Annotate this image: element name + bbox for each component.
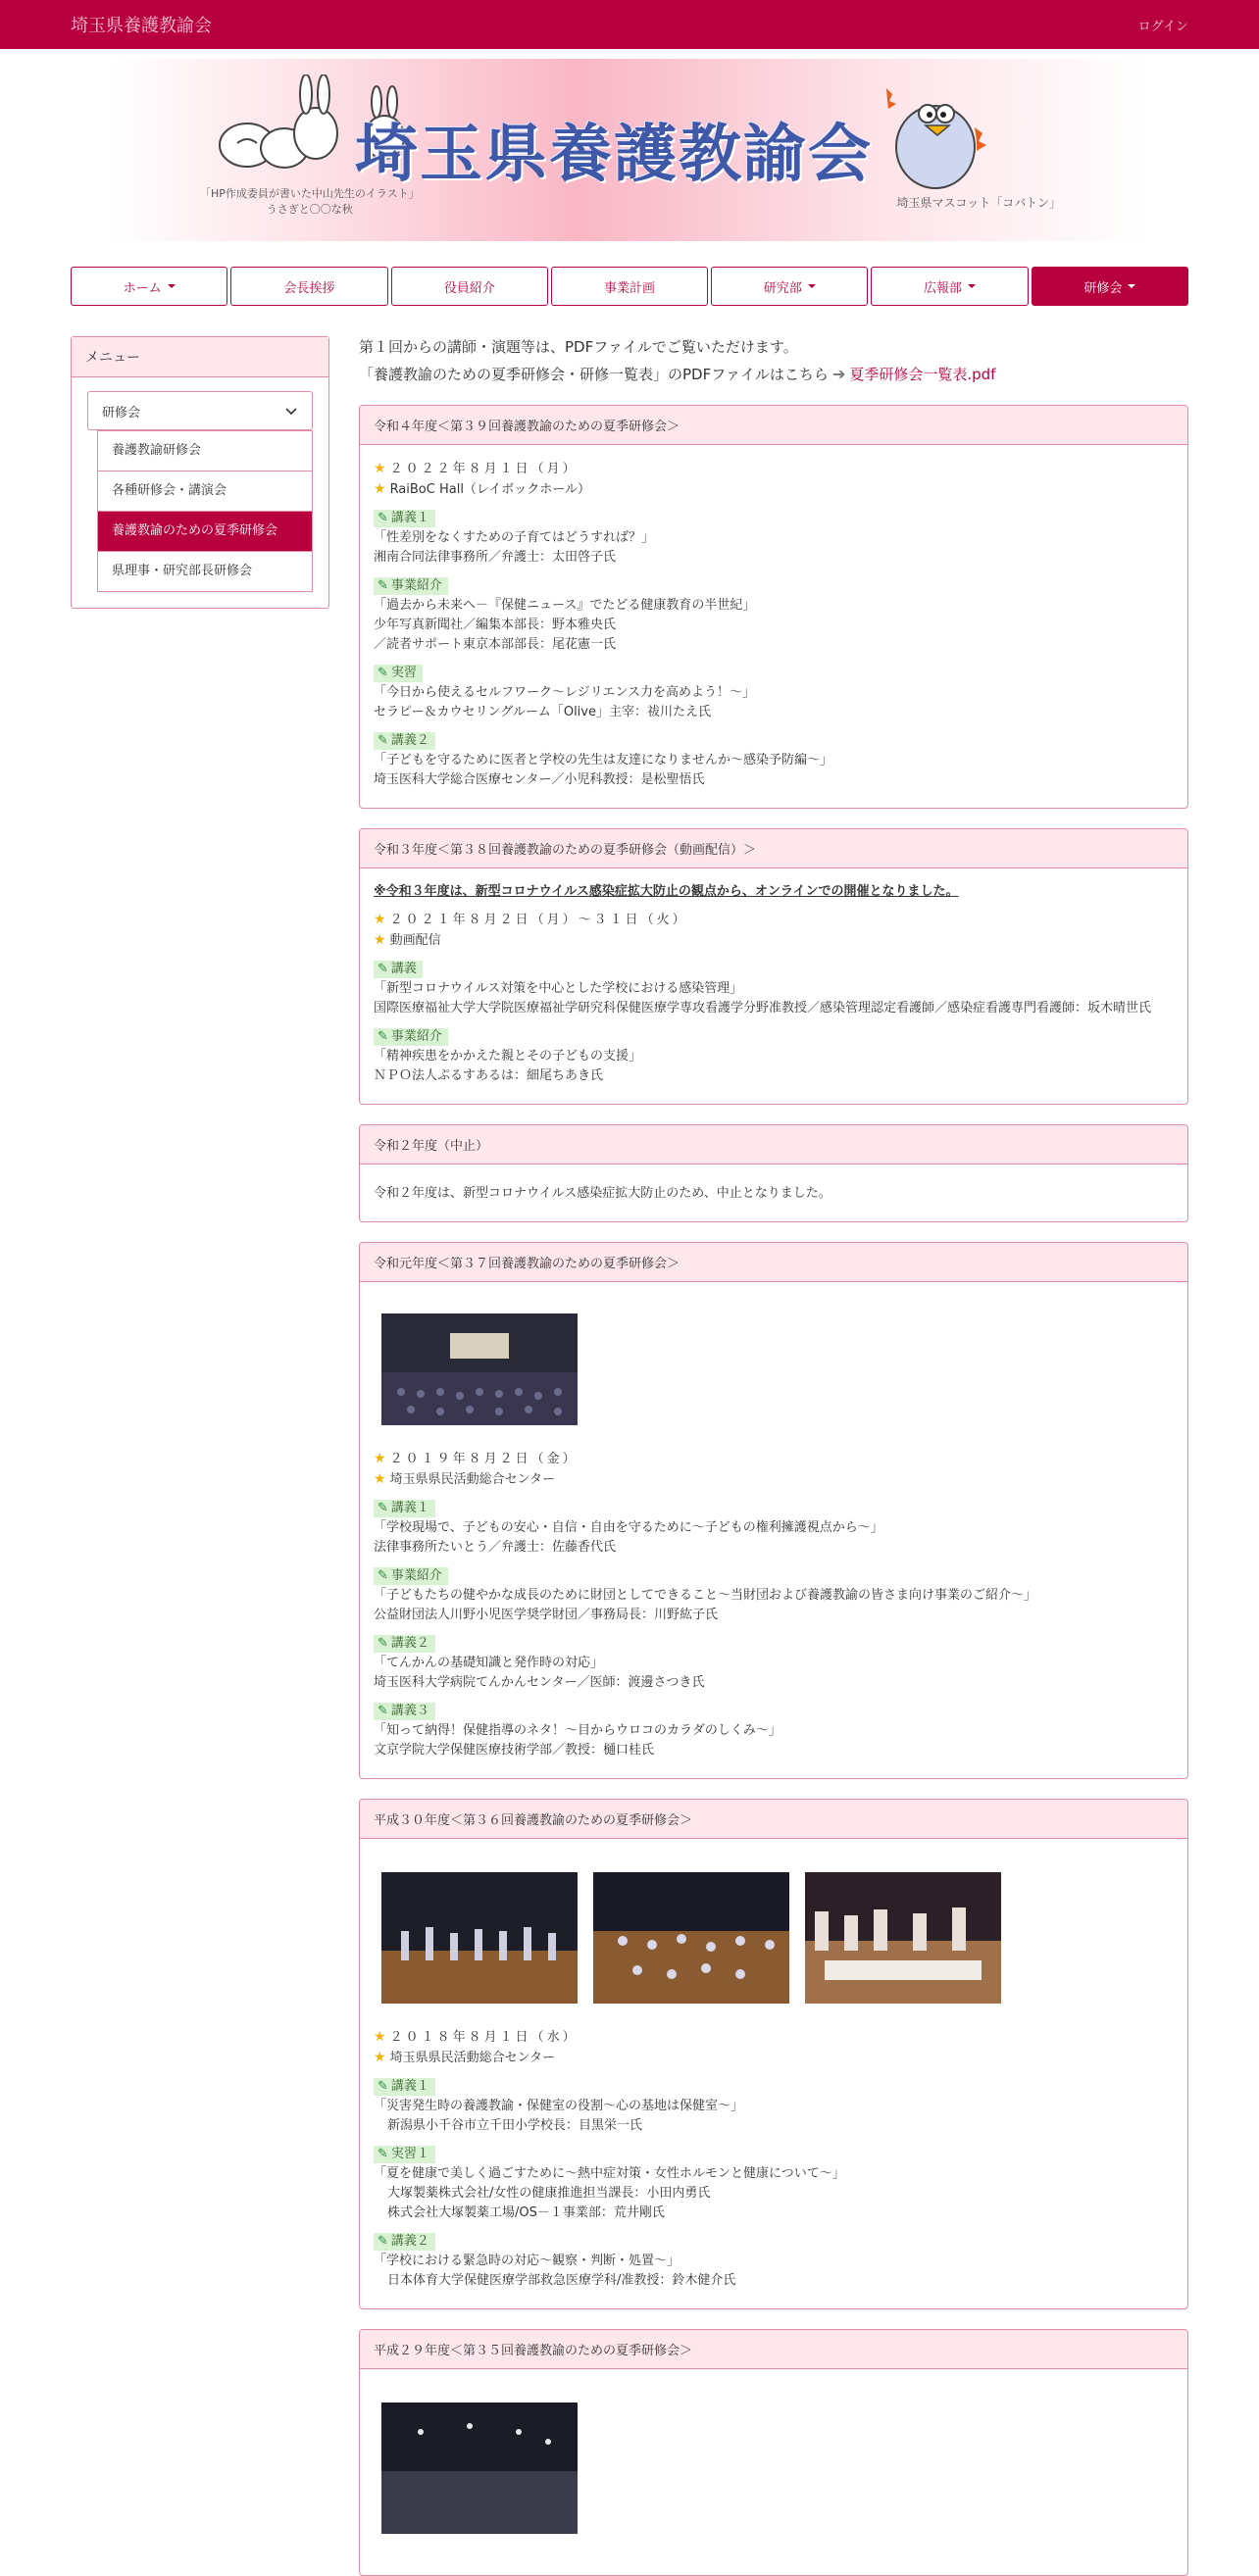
login-link[interactable]: ログイン	[1137, 19, 1188, 34]
session-text: 「夏を健康で美しく過ごすために～熱中症対策・女性ホルモンと健康について～」	[374, 2166, 845, 2181]
notice-text: ※令和３年度は、新型コロナウイルス感染症拡大防止の観点から、オンラインでの開催となりました。	[374, 884, 959, 899]
card-r3	[359, 828, 1188, 1105]
event-photo	[381, 1313, 578, 1425]
session-tag	[374, 1635, 435, 1653]
sidebar-select-value: 研修会	[102, 405, 141, 421]
session-tag-label: 実習	[390, 666, 417, 680]
sidebar-title: メニュー	[72, 337, 328, 377]
pencil-icon: ✎	[378, 1501, 388, 1515]
session-text: 埼玉医科大学総合医療センター／小児科教授：是松聖悟氏	[374, 772, 705, 787]
session-text: 「学校現場で、子どもの安心・自信・自由を守るために～子どもの権利擁護視点から～」	[374, 1520, 883, 1535]
caret-down-icon	[968, 284, 976, 288]
intro-line-2-text: 「養護教諭のための夏季研修会・研修一覧表」のPDFファイルはこちら	[359, 366, 829, 383]
event-date: ２０２１年８月２日（月）～３１日（火）	[389, 913, 688, 927]
session-text: 新潟県小千谷市立千田小学校長：目黒栄一氏	[387, 2118, 643, 2133]
event-place: 埼玉県県民活動総合センター	[389, 2051, 556, 2065]
session-tag	[374, 732, 435, 750]
session-text: 「学校における緊急時の対応～観察・判断・処置～」	[374, 2254, 680, 2268]
site-name-link[interactable]: 埼玉県養護教諭会	[71, 16, 212, 36]
nav-officers[interactable]	[391, 267, 548, 306]
pencil-icon: ✎	[378, 962, 388, 976]
session-tag-label: 講義２	[390, 1636, 429, 1651]
event-date: ２０１８年８月１日（水）	[389, 2030, 579, 2045]
sidebar-item-directors-training[interactable]: 県理事・研究部長研修会	[98, 551, 312, 591]
session-tag	[374, 1500, 435, 1517]
caret-down-icon	[808, 284, 816, 288]
pencil-icon: ✎	[378, 578, 388, 593]
session-tag-label: 講義２	[390, 733, 429, 748]
card-text: 令和２年度は、新型コロナウイルス感染症拡大防止のため、中止となりました。	[374, 1186, 831, 1201]
pencil-icon: ✎	[378, 2147, 388, 2161]
nav-greeting-label: 会長挨拶	[283, 280, 335, 296]
session-text: ／読者サポート東京本部部長：尾花憲一氏	[374, 637, 617, 652]
session-tag-label: 実習１	[390, 2147, 429, 2161]
pencil-icon: ✎	[378, 2234, 388, 2249]
session-tag-label: 事業紹介	[390, 578, 442, 593]
sidebar-item-summer-training[interactable]: 養護教諭のための夏季研修会	[98, 511, 312, 551]
pencil-icon: ✎	[378, 2079, 388, 2094]
session-tag-label: 講義１	[390, 1501, 429, 1515]
session-tag-label: 講義	[390, 962, 417, 976]
header-banner	[110, 59, 1149, 241]
card-r2	[359, 1124, 1188, 1222]
star-icon: ★	[374, 461, 386, 476]
sidebar-menu-panel	[71, 336, 329, 609]
card-title: 令和２年度（中止）	[360, 1125, 1187, 1164]
session-tag	[374, 2233, 435, 2251]
session-text: 少年写真新聞社／編集本部長：野本雅央氏	[374, 618, 617, 632]
banner-title: 埼玉県養護教諭会	[355, 119, 873, 191]
session-tag-label: 講義１	[390, 511, 429, 525]
caret-down-icon	[1128, 284, 1135, 288]
caption-left-line-1: 「HP作成委員が書いた中山先生のイラスト」	[200, 187, 420, 200]
sidebar-item-training[interactable]: 養護教諭研修会	[98, 430, 312, 471]
session-text: 国際医療福祉大学大学院医療福祉学研究科保健医療学専攻看護学分野准教授／感染管理認定看護師／感染症看護専門看護師：坂木晴世氏	[374, 1001, 1152, 1016]
session-text: 「過去から未来へ－『保健ニュース』でたどる健康教育の半世紀」	[374, 598, 756, 613]
pencil-icon: ✎	[378, 1636, 388, 1651]
session-text: セラピー＆カウセリングルーム「Olive」主宰：祓川たえ氏	[374, 705, 711, 719]
session-tag	[374, 2078, 435, 2096]
session-text: 「子どもを守るために医者と学校の先生は友達になりませんか～感染予防編～」	[374, 753, 833, 768]
pencil-icon: ✎	[378, 666, 388, 680]
main-nav	[71, 267, 1188, 306]
card-title: 令和３年度＜第３８回養護教諭のための夏季研修会（動画配信）＞	[360, 829, 1187, 868]
session-text: 株式会社大塚製薬工場/OS－１事業部：荒井剛氏	[387, 2205, 665, 2220]
intro-line-2	[359, 364, 1188, 385]
card-title: 平成２９年度＜第３５回養護教諭のための夏季研修会＞	[360, 2330, 1187, 2369]
banner-caption-right: 埼玉県マスコット「コバトン」	[896, 196, 1061, 210]
star-icon: ★	[374, 1471, 386, 1487]
session-tag-label: 講義３	[390, 1704, 429, 1718]
star-icon: ★	[374, 481, 386, 497]
session-text: ＮＰＯ法人ぷるすあるは：細尾ちあき氏	[374, 1068, 604, 1083]
nav-research[interactable]	[711, 267, 868, 306]
nav-pr-label: 広報部	[924, 280, 963, 296]
star-icon: ★	[374, 2029, 386, 2045]
session-text: 「知って納得！保健指導のネタ！～目からウロコのカラダのしくみ～」	[374, 1723, 781, 1738]
event-date: ２０１９年８月２日（金）	[389, 1452, 579, 1466]
session-tag	[374, 1567, 448, 1585]
session-text: 湘南合同法律事務所／弁護士：太田啓子氏	[374, 550, 617, 565]
session-text: 日本体育大学保健医療学部救急医療学科/准教授：鈴木健介氏	[387, 2273, 736, 2288]
star-icon: ★	[374, 2050, 386, 2065]
pdf-link[interactable]: 夏季研修会一覧表.pdf	[849, 366, 996, 383]
pencil-icon: ✎	[378, 511, 388, 525]
event-place: 動画配信	[389, 933, 441, 948]
event-photo	[805, 1872, 1001, 2004]
main-content	[359, 336, 1188, 2576]
session-text: 「てんかんの基礎知識と発作時の対応」	[374, 1656, 604, 1670]
card-title: 令和元年度＜第３７回養護教諭のための夏季研修会＞	[360, 1243, 1187, 1282]
star-icon: ★	[374, 1451, 386, 1466]
intro-line-1: 第１回からの講師・演題等は、PDFファイルでご覧いただけます。	[359, 338, 798, 356]
nav-training[interactable]	[1032, 267, 1188, 306]
session-tag	[374, 665, 423, 682]
pencil-icon: ✎	[378, 1568, 388, 1583]
sidebar-select[interactable]	[87, 391, 313, 430]
session-tag	[374, 510, 435, 527]
session-tag-label: 講義２	[390, 2234, 429, 2249]
session-text: 大塚製薬株式会社/女性の健康推進担当課長：小田内勇氏	[387, 2186, 711, 2201]
session-text: 「精神疾患をかかえた親とその子どもの支援」	[374, 1049, 642, 1064]
session-tag	[374, 1703, 435, 1720]
star-icon: ★	[374, 912, 386, 927]
nav-research-label: 研究部	[763, 280, 802, 296]
card-h29	[359, 2329, 1188, 2576]
session-text: 埼玉医科大学病院てんかんセンター／医師：渡邊さつき氏	[374, 1675, 705, 1690]
card-h30	[359, 1799, 1188, 2309]
card-title: 令和４年度＜第３９回養護教諭のための夏季研修会＞	[360, 406, 1187, 445]
caret-down-icon	[168, 284, 176, 288]
session-text: 「災害発生時の養護教諭・保健室の役割～心の基地は保健室～」	[374, 2099, 744, 2113]
sidebar-item-lectures[interactable]: 各種研修会・講演会	[98, 471, 312, 511]
event-place: RaiBoC Hall（レイボックホール）	[389, 482, 591, 497]
card-title: 平成３０年度＜第３６回養護教諭のための夏季研修会＞	[360, 1800, 1187, 1839]
session-tag	[374, 961, 423, 978]
session-text: 文京学院大学保健医療技術学部／教授：樋口桂氏	[374, 1743, 655, 1758]
session-tag-label: 事業紹介	[390, 1029, 442, 1044]
pencil-icon: ✎	[378, 1029, 388, 1044]
session-text: 「性差別をなくすための子育てはどうすれば？」	[374, 530, 655, 545]
card-r4	[359, 405, 1188, 809]
event-place: 埼玉県県民活動総合センター	[389, 1472, 556, 1487]
session-tag-label: 講義１	[390, 2079, 429, 2094]
session-text: 「今日から使えるセルフワーク～レジリエンス力を高めよう！～」	[374, 685, 756, 700]
chevron-down-icon	[284, 404, 298, 418]
session-text: 「新型コロナウイルス対策を中心とした学校における感染管理」	[374, 981, 743, 996]
kobaton-mascot-icon	[877, 69, 1004, 196]
nav-plan-label: 事業計画	[603, 280, 655, 296]
session-tag-label: 事業紹介	[390, 1568, 442, 1583]
nav-home-label: ホーム	[123, 280, 162, 296]
card-r1	[359, 1242, 1188, 1779]
nav-pr[interactable]	[871, 267, 1028, 306]
arrow-right-icon: ➔	[831, 365, 846, 383]
banner-caption-left	[200, 186, 420, 218]
event-photo	[381, 1872, 578, 2004]
session-text: 法律事務所たいとう／弁護士：佐藤香代氏	[374, 1540, 617, 1555]
pencil-icon: ✎	[378, 733, 388, 748]
session-tag	[374, 1028, 448, 1046]
nav-home[interactable]	[71, 267, 227, 306]
nav-training-label: 研修会	[1083, 280, 1123, 296]
nav-plan[interactable]	[551, 267, 708, 306]
star-icon: ★	[374, 932, 386, 948]
nav-officers-label: 役員紹介	[443, 280, 495, 296]
session-tag	[374, 577, 448, 595]
session-text: 「子どもたちの健やかな成長のために財団としてできること～当財団および養護教諭の皆さま向け事業のご紹介～」	[374, 1588, 1037, 1603]
event-photo	[381, 2403, 578, 2534]
sidebar	[71, 336, 329, 2576]
nav-greeting[interactable]	[230, 267, 387, 306]
caption-left-line-2: うさぎと〇〇な秋	[266, 203, 353, 216]
session-text: 公益財団法人川野小児医学奨学財団／事務局長：川野紘子氏	[374, 1608, 719, 1622]
session-tag	[374, 2146, 435, 2163]
sidebar-submenu	[97, 430, 313, 592]
pencil-icon: ✎	[378, 1704, 388, 1718]
event-date: ２０２２年８月１日（月）	[389, 462, 579, 476]
top-navbar	[0, 0, 1259, 49]
event-photo	[593, 1872, 789, 2004]
